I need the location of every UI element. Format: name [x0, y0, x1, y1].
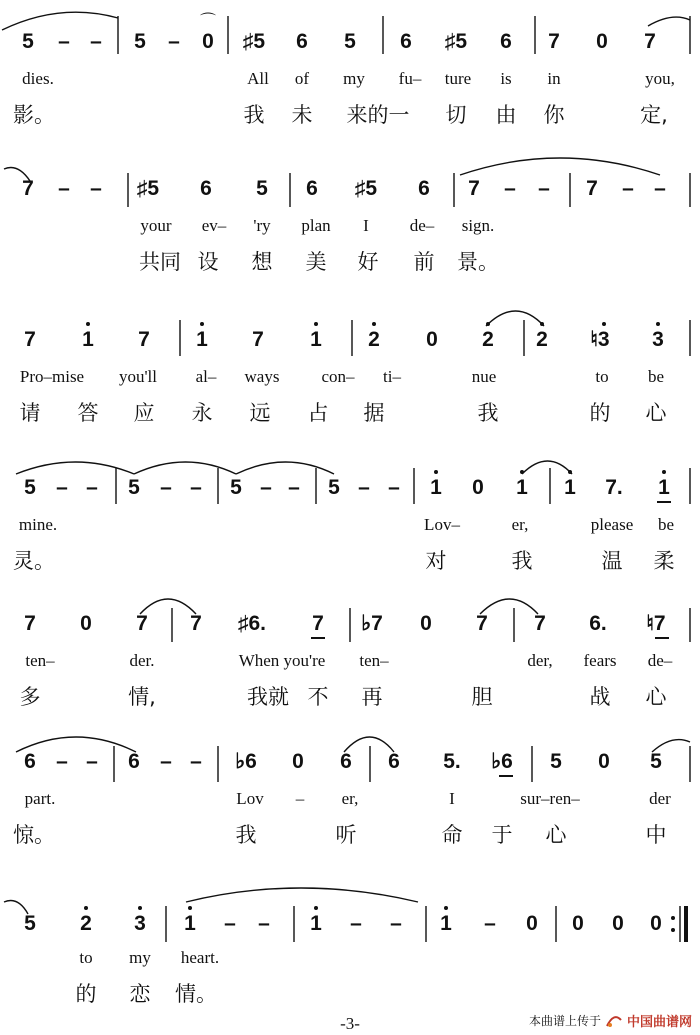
note: – [390, 912, 402, 935]
lyric-en: fu– [398, 69, 422, 88]
high-octave-dot [314, 322, 318, 326]
lyric-zh: 美 [305, 250, 327, 274]
high-octave-dot [138, 906, 142, 910]
note: 7 [24, 328, 36, 351]
note: 0 [426, 328, 438, 351]
lyric-zh: 你 [543, 103, 565, 127]
note: 6 [418, 177, 430, 200]
note: 7 [22, 177, 34, 200]
lyric-en: 'ry [253, 216, 271, 235]
lyric-en: ten– [25, 651, 55, 670]
lyric-en: de– [409, 216, 435, 235]
lyric-en: dies. [22, 69, 54, 88]
lyric-zh: 情。 [175, 982, 217, 1006]
site-logo-text[interactable]: 中国曲谱网 [626, 1015, 692, 1030]
upload-text: 本曲谱上传于 [528, 1014, 601, 1028]
tie-slur [140, 599, 196, 614]
note: – [224, 912, 236, 935]
lyric-zh: 共同 [139, 250, 181, 274]
note: 1 [658, 476, 670, 499]
note: – [622, 177, 634, 200]
note: ♮3 [590, 328, 610, 351]
note: 0 [420, 612, 432, 635]
lyric-en: fears [583, 651, 617, 670]
note: 0 [472, 476, 484, 499]
lyric-en: der [649, 789, 671, 808]
note: 7 [312, 612, 324, 635]
lyric-en: to [595, 367, 609, 386]
lyric-zh: 心 [545, 823, 567, 847]
lyric-zh: 想 [251, 250, 273, 274]
footer-watermark [529, 1011, 692, 1030]
lyric-en: con– [321, 367, 355, 386]
note: – [350, 912, 362, 935]
note: 0 [292, 750, 304, 773]
note: 0 [202, 30, 214, 53]
lyric-en: my [343, 69, 365, 88]
note: 7 [644, 30, 656, 53]
note: 6 [340, 750, 352, 773]
lyric-zh: 影。 [13, 103, 55, 127]
repeat-dot [671, 928, 675, 932]
note: 1 [310, 912, 322, 935]
note: 0 [596, 30, 608, 53]
lyric-en: sign. [461, 216, 495, 235]
lyric-zh: 于 [491, 823, 513, 847]
note: 7 [24, 612, 36, 635]
system-4-lines [0, 454, 700, 514]
lyric-zh: 请 [19, 401, 41, 425]
note: 7 [548, 30, 560, 53]
note: ♯6. [237, 612, 267, 635]
note: – [654, 177, 666, 200]
note: ♭6 [491, 750, 513, 773]
note: – [538, 177, 550, 200]
lyric-zh: 恋 [129, 982, 151, 1006]
lyric-en: please [590, 515, 634, 534]
lyric-en: der, [527, 651, 553, 670]
note: 2 [482, 328, 494, 351]
lyric-en: I [363, 216, 369, 235]
note: 3 [134, 912, 146, 935]
lyric-zh: 前 [413, 250, 435, 274]
note: 5 [230, 476, 242, 499]
note: 1 [310, 328, 322, 351]
note: 5 [256, 177, 268, 200]
tie-slur [460, 158, 660, 175]
note: – [86, 750, 98, 773]
note: – [160, 750, 172, 773]
lyric-zh: 中 [645, 823, 667, 847]
note: 2 [80, 912, 92, 935]
tie-slur [522, 461, 572, 474]
high-octave-dot [314, 906, 318, 910]
lyric-en: al– [195, 367, 217, 386]
note: – [484, 912, 496, 935]
lyric-en: – [295, 789, 305, 808]
underline-beam [311, 637, 325, 639]
lyric-zh: 好 [357, 250, 379, 274]
lyric-en: of [294, 69, 310, 88]
lyric-zh: 设 [197, 250, 219, 274]
lyric-zh: 永 [191, 401, 213, 425]
lyric-zh: 的 [589, 401, 611, 425]
lyric-en: nue [471, 367, 497, 386]
staff-system-5 [0, 590, 700, 735]
lyric-zh: 对 [425, 549, 447, 573]
lyric-en: your [140, 216, 172, 235]
note: 7 [136, 612, 148, 635]
note: 7. [605, 476, 623, 499]
underline-beam [655, 637, 669, 639]
tie-slur [486, 311, 544, 326]
note: – [258, 912, 270, 935]
lyric-zh: 我 [243, 103, 265, 127]
lyric-zh: 我 [235, 823, 257, 847]
high-octave-dot [86, 322, 90, 326]
lyric-en: heart. [180, 948, 220, 967]
note: 1 [184, 912, 196, 935]
note: 7 [190, 612, 202, 635]
note: – [58, 177, 70, 200]
lyric-en: plan [301, 216, 331, 235]
staff-system-1 [0, 8, 700, 153]
note: 5. [443, 750, 461, 773]
note: 5 [328, 476, 340, 499]
lyric-en: to [79, 948, 93, 967]
note: 7 [534, 612, 546, 635]
lyric-zh: 的 [75, 982, 97, 1006]
high-octave-dot [520, 470, 524, 474]
note: 5 [550, 750, 562, 773]
high-octave-dot [602, 322, 606, 326]
high-octave-dot [434, 470, 438, 474]
note: 6 [500, 30, 512, 53]
note: – [388, 476, 400, 499]
staff-system-4 [0, 454, 700, 599]
note: 6 [296, 30, 308, 53]
tie-slur [236, 462, 334, 474]
note: 7 [252, 328, 264, 351]
note: 7 [468, 177, 480, 200]
lyric-en: ture [444, 69, 472, 88]
lyric-en: part. [24, 789, 56, 808]
tie-slur [186, 888, 418, 902]
note: 1 [516, 476, 528, 499]
note: – [56, 750, 68, 773]
note: – [160, 476, 172, 499]
note: 6 [24, 750, 36, 773]
lyric-en: Pro–mise [19, 367, 85, 386]
lyric-en: er, [511, 515, 529, 534]
lyric-en: is [500, 69, 512, 88]
lyric-zh: 定, [640, 103, 668, 127]
note: – [90, 177, 102, 200]
note: 7 [586, 177, 598, 200]
high-octave-dot [662, 470, 666, 474]
lyric-zh: 命 [441, 823, 463, 847]
note: – [56, 476, 68, 499]
note: 2 [368, 328, 380, 351]
note: 0 [80, 612, 92, 635]
high-octave-dot [568, 470, 572, 474]
repeat-dot [671, 916, 675, 920]
note: ♯5 [444, 30, 468, 53]
note: 5 [24, 912, 36, 935]
lyric-zh: 不 [307, 685, 329, 709]
high-octave-dot [486, 322, 490, 326]
lyric-en: When you're [238, 651, 326, 670]
note: – [190, 750, 202, 773]
note: 5 [344, 30, 356, 53]
note: 1 [564, 476, 576, 499]
lyric-zh: 我就 [247, 685, 289, 709]
lyric-en: my [129, 948, 151, 967]
note: 1 [82, 328, 94, 351]
staff-system-2 [0, 155, 700, 300]
lyric-en: All [247, 69, 269, 88]
note: – [86, 476, 98, 499]
note: 0 [526, 912, 538, 935]
lyric-en: der. [129, 651, 155, 670]
note: 3 [652, 328, 664, 351]
staff-system-3 [0, 306, 700, 451]
page-number: -3- [340, 1014, 360, 1033]
note: 5 [650, 750, 662, 773]
lyric-zh: 占 [307, 401, 329, 425]
music-logo-icon [605, 1014, 623, 1028]
lyric-zh: 再 [361, 685, 383, 709]
high-octave-dot [540, 322, 544, 326]
lyric-en: mine. [18, 515, 58, 534]
lyric-zh: 听 [335, 823, 357, 847]
note: – [190, 476, 202, 499]
high-octave-dot [656, 322, 660, 326]
note: 5 [22, 30, 34, 53]
note: 5 [134, 30, 146, 53]
note: 5 [24, 476, 36, 499]
note: ♯5 [354, 177, 378, 200]
tie-slur [134, 462, 236, 474]
lyric-zh: 切 [445, 103, 467, 127]
note: 5 [128, 476, 140, 499]
note: 6 [200, 177, 212, 200]
note: 1 [196, 328, 208, 351]
lyric-en: you, [645, 69, 675, 88]
lyric-en: you'll [118, 367, 158, 386]
note: 1 [440, 912, 452, 935]
note: 6 [306, 177, 318, 200]
note: 7 [138, 328, 150, 351]
note: – [288, 476, 300, 499]
lyric-en: in [547, 69, 561, 88]
lyric-en: de– [647, 651, 673, 670]
lyric-zh: 心 [645, 401, 667, 425]
note: ♭6 [235, 750, 257, 773]
high-octave-dot [444, 906, 448, 910]
high-octave-dot [200, 322, 204, 326]
lyric-en: ev– [201, 216, 227, 235]
lyric-zh: 心 [645, 685, 667, 709]
lyric-en: I [449, 789, 455, 808]
lyric-zh: 我 [477, 401, 499, 425]
lyric-zh: 温 [601, 549, 623, 573]
lyric-zh: 来的一 [346, 103, 410, 127]
high-octave-dot [372, 322, 376, 326]
fermata-icon: ⌒ [199, 13, 217, 30]
lyric-en: Lov– [424, 515, 460, 534]
note: 0 [598, 750, 610, 773]
note: ♭7 [361, 612, 383, 635]
note: 0 [650, 912, 662, 935]
high-octave-dot [84, 906, 88, 910]
lyric-zh: 惊。 [13, 823, 55, 847]
high-octave-dot [188, 906, 192, 910]
note: 6 [128, 750, 140, 773]
tie-slur [2, 12, 118, 30]
lyric-en: sur–ren– [520, 789, 580, 808]
note: 0 [612, 912, 624, 935]
lyric-zh: 情, [128, 685, 156, 709]
lyric-zh: 未 [291, 103, 313, 127]
note: 2 [536, 328, 548, 351]
note: 0 [572, 912, 584, 935]
lyric-zh: 据 [363, 401, 385, 425]
note: ♯5 [242, 30, 266, 53]
note: 6 [388, 750, 400, 773]
staff-system-7 [0, 868, 700, 1013]
lyric-en: be [657, 515, 675, 534]
lyric-en: Lov [236, 789, 264, 808]
note: – [168, 30, 180, 53]
note: 6. [589, 612, 607, 635]
lyric-zh: 我 [511, 549, 533, 573]
note: – [90, 30, 102, 53]
lyric-zh: 战 [589, 685, 611, 709]
tie-slur [480, 599, 538, 614]
lyric-zh: 景。 [457, 250, 499, 274]
note: ♯5 [136, 177, 160, 200]
lyric-en: ten– [359, 651, 389, 670]
lyric-en: ways [244, 367, 280, 386]
lyric-zh: 答 [77, 401, 99, 425]
tie-slur [648, 17, 690, 26]
lyric-en: be [647, 367, 665, 386]
lyric-zh: 多 [19, 685, 41, 709]
lyric-zh: 胆 [471, 685, 493, 709]
lyric-zh: 应 [133, 401, 155, 425]
lyric-zh: 远 [249, 401, 271, 425]
note: 6 [400, 30, 412, 53]
lyric-zh: 柔 [653, 549, 675, 573]
note: – [504, 177, 516, 200]
staff-system-6 [0, 728, 700, 873]
note: – [58, 30, 70, 53]
note: – [260, 476, 272, 499]
underline-beam [657, 501, 671, 503]
lyric-en: ti– [383, 367, 401, 386]
underline-beam [499, 775, 513, 777]
lyric-zh: 由 [495, 103, 517, 127]
note: ♮7 [646, 612, 666, 635]
note: 1 [430, 476, 442, 499]
note: 7 [476, 612, 488, 635]
lyric-en: er, [341, 789, 359, 808]
note: – [358, 476, 370, 499]
lyric-zh: 灵。 [13, 549, 55, 573]
